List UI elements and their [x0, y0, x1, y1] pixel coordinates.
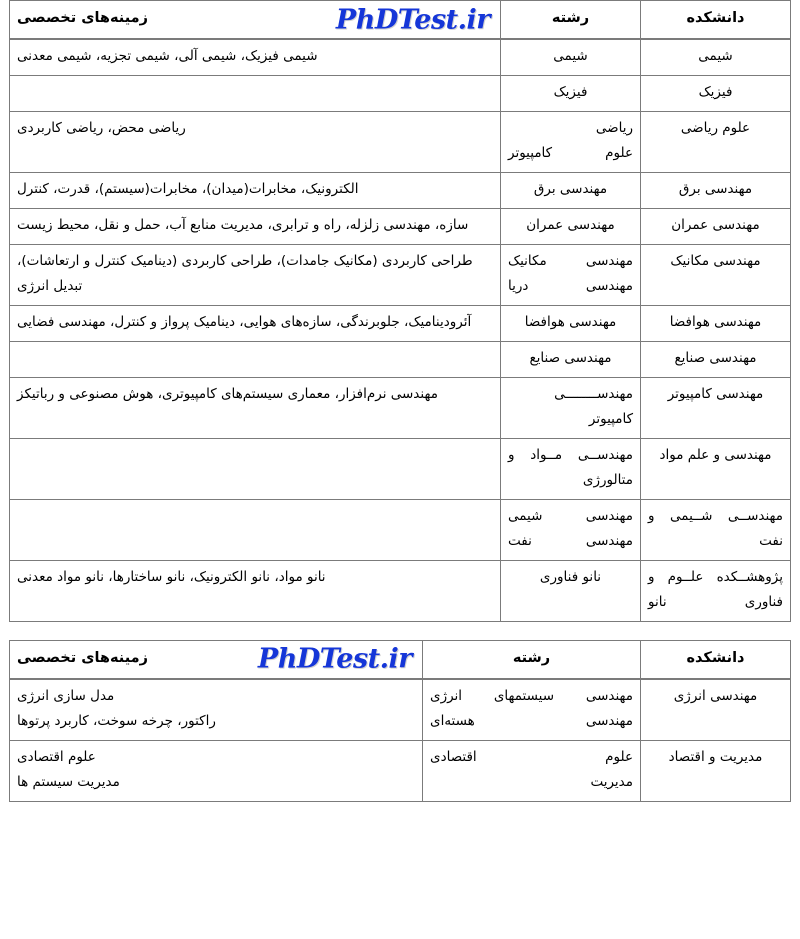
cell-areas [10, 560, 501, 621]
cell-faculty [641, 112, 791, 173]
table-2-body [10, 679, 791, 801]
table-1-body [10, 39, 791, 621]
cell-field [501, 305, 641, 341]
cell-field [501, 112, 641, 173]
cell-faculty [641, 305, 791, 341]
cell-line: نانو فناوری [539, 568, 602, 585]
table-row [10, 499, 791, 560]
cell-line: متالورژی [582, 471, 633, 488]
table-row [10, 341, 791, 377]
cell-line: مدیریت سیستم ها [17, 773, 120, 790]
cell-field [501, 245, 641, 306]
phdtest-logo-2: PhDTest.ir [257, 643, 412, 675]
cell-areas [10, 499, 501, 560]
cell-line: علوم کامپیوتر [508, 145, 633, 162]
header-faculty-1: دانشکده [641, 1, 791, 40]
header-field-1: رشته [501, 1, 641, 40]
table-row [10, 112, 791, 173]
cell-line: مهندســی شــیمی و [648, 507, 783, 524]
table-2-header [10, 640, 791, 679]
cell-line: مهندسی مکانیک [670, 253, 761, 269]
cell-line: مهندسی سیستمهای انرژی [430, 687, 633, 704]
cell-field [423, 740, 641, 801]
cell-field [501, 209, 641, 245]
header-areas-2 [10, 640, 423, 679]
cell-line: مهندسی و علم مواد [659, 446, 772, 463]
cell-line: آئرودینامیک، جلوبرندگی، سازه‌های هوایی، دینامیک پرواز و کنترل، مهندسی فضایی [17, 313, 472, 330]
cell-line: مهندسی شیمی [508, 507, 633, 524]
cell-line: تبدیل انرژی [17, 277, 83, 294]
cell-line: نفت [759, 532, 783, 549]
cell-line: طراحی کاربردی (مکانیک جامدات)، طراحی کاربردی (دینامیک کنترل و ارتعاشات)، [17, 253, 473, 269]
header-areas-1 [10, 1, 501, 40]
cell-faculty [641, 740, 791, 801]
table-row [10, 39, 791, 75]
cell-line: پژوهشــکده علــوم و [648, 568, 783, 585]
faculties-table-2 [9, 640, 791, 802]
table-1-header [10, 1, 791, 40]
cell-line: فناوری نانو [648, 593, 783, 610]
cell-areas [10, 377, 501, 438]
cell-areas [10, 341, 501, 377]
header-areas-label-2: زمینه‌های تخصصی [17, 649, 148, 666]
cell-line: مدیریت و اقتصاد [668, 748, 763, 765]
table-row [10, 679, 791, 740]
cell-line: مهندسی صنایع [529, 349, 612, 366]
cell-line: مهندســی مــواد و [508, 446, 633, 463]
cell-line: مهندسی هوافضا [524, 313, 617, 330]
header-faculty-2: دانشکده [641, 640, 791, 679]
cell-line: مهندسی کامپیوتر [667, 385, 764, 402]
cell-field [501, 377, 641, 438]
cell-faculty [641, 377, 791, 438]
cell-areas [10, 112, 501, 173]
header-areas-label-1: زمینه‌های تخصصی [17, 10, 148, 26]
cell-line: شیمی فیزیک، شیمی آلی، شیمی تجزیه، شیمی معدنی [17, 48, 318, 65]
phdtest-logo-1: PhDTest.ir [335, 4, 490, 36]
cell-line: مهندسی مکانیک [508, 253, 633, 269]
cell-field [501, 173, 641, 209]
faculties-table-1 [9, 0, 791, 622]
cell-faculty [641, 173, 791, 209]
table-row [10, 245, 791, 306]
cell-line: ریاضی [595, 120, 633, 137]
header-field-2: رشته [423, 640, 641, 679]
cell-field [501, 39, 641, 75]
table-1-header-row [10, 1, 791, 40]
cell-field [501, 499, 641, 560]
cell-line: مهندسی صنایع [674, 349, 757, 366]
cell-line: مهندســــــــی [554, 385, 633, 402]
cell-field [501, 76, 641, 112]
cell-line: فیزیک [698, 84, 733, 101]
cell-field [501, 438, 641, 499]
table-row [10, 173, 791, 209]
cell-areas [10, 740, 423, 801]
table-row [10, 438, 791, 499]
table-row [10, 209, 791, 245]
cell-faculty [641, 209, 791, 245]
cell-line: مهندسی برق [678, 181, 753, 198]
cell-line: مهندسی هسته‌ای [430, 712, 633, 729]
cell-line: الکترونیک، مخابرات(میدان)، مخابرات(سیستم)، قدرت، کنترل [17, 181, 359, 198]
table-separator [0, 622, 800, 640]
cell-line: مهندسی عمران [526, 217, 615, 234]
cell-areas [10, 245, 501, 306]
table-row [10, 740, 791, 801]
cell-line: مهندسی عمران [671, 217, 760, 234]
cell-field [423, 679, 641, 740]
table-row [10, 560, 791, 621]
cell-line: مهندسی هوافضا [669, 313, 762, 330]
cell-faculty [641, 39, 791, 75]
cell-areas [10, 76, 501, 112]
cell-faculty [641, 560, 791, 621]
cell-line: شیمی [698, 48, 733, 65]
cell-faculty [641, 438, 791, 499]
cell-faculty [641, 679, 791, 740]
cell-line: سازه، مهندسی زلزله، راه و ترابری، مدیریت منابع آب، حمل و نقل، محیط زیست [17, 217, 469, 234]
cell-faculty [641, 245, 791, 306]
cell-areas [10, 173, 501, 209]
cell-areas [10, 438, 501, 499]
cell-line: فیزیک [553, 84, 588, 101]
cell-field [501, 341, 641, 377]
table-2-header-row [10, 640, 791, 679]
cell-areas [10, 679, 423, 740]
cell-line: مهندسی نفت [508, 532, 633, 549]
cell-line: علوم اقتصادی [430, 748, 633, 765]
cell-line: مهندسی نرم‌افزار، معماری سیستم‌های کامپیوتری، هوش مصنوعی و رباتیکز [17, 385, 438, 402]
cell-line: مدیریت [590, 773, 633, 790]
cell-line: شیمی [553, 48, 588, 65]
cell-areas [10, 209, 501, 245]
table-row [10, 377, 791, 438]
cell-line: علوم ریاضی [680, 120, 751, 137]
cell-line: مدل سازی انرژی [17, 687, 115, 704]
cell-line: مهندسی برق [533, 181, 608, 198]
cell-areas [10, 39, 501, 75]
cell-areas [10, 305, 501, 341]
cell-line: ریاضی محض، ریاضی کاربردی [17, 120, 186, 137]
cell-faculty [641, 341, 791, 377]
cell-faculty [641, 76, 791, 112]
table-row [10, 76, 791, 112]
cell-line: مهندسی انرژی [673, 687, 758, 704]
table-row [10, 305, 791, 341]
cell-faculty [641, 499, 791, 560]
cell-line: نانو مواد، نانو الکترونیک، نانو ساختارها، نانو مواد معدنی [17, 568, 326, 585]
cell-line: کامپیوتر [588, 410, 633, 427]
cell-field [501, 560, 641, 621]
cell-line: علوم اقتصادی [17, 748, 96, 765]
cell-line: راکتور، چرخه سوخت، کاربرد پرتوها [17, 712, 216, 729]
cell-line: مهندسی دریا [508, 277, 633, 294]
